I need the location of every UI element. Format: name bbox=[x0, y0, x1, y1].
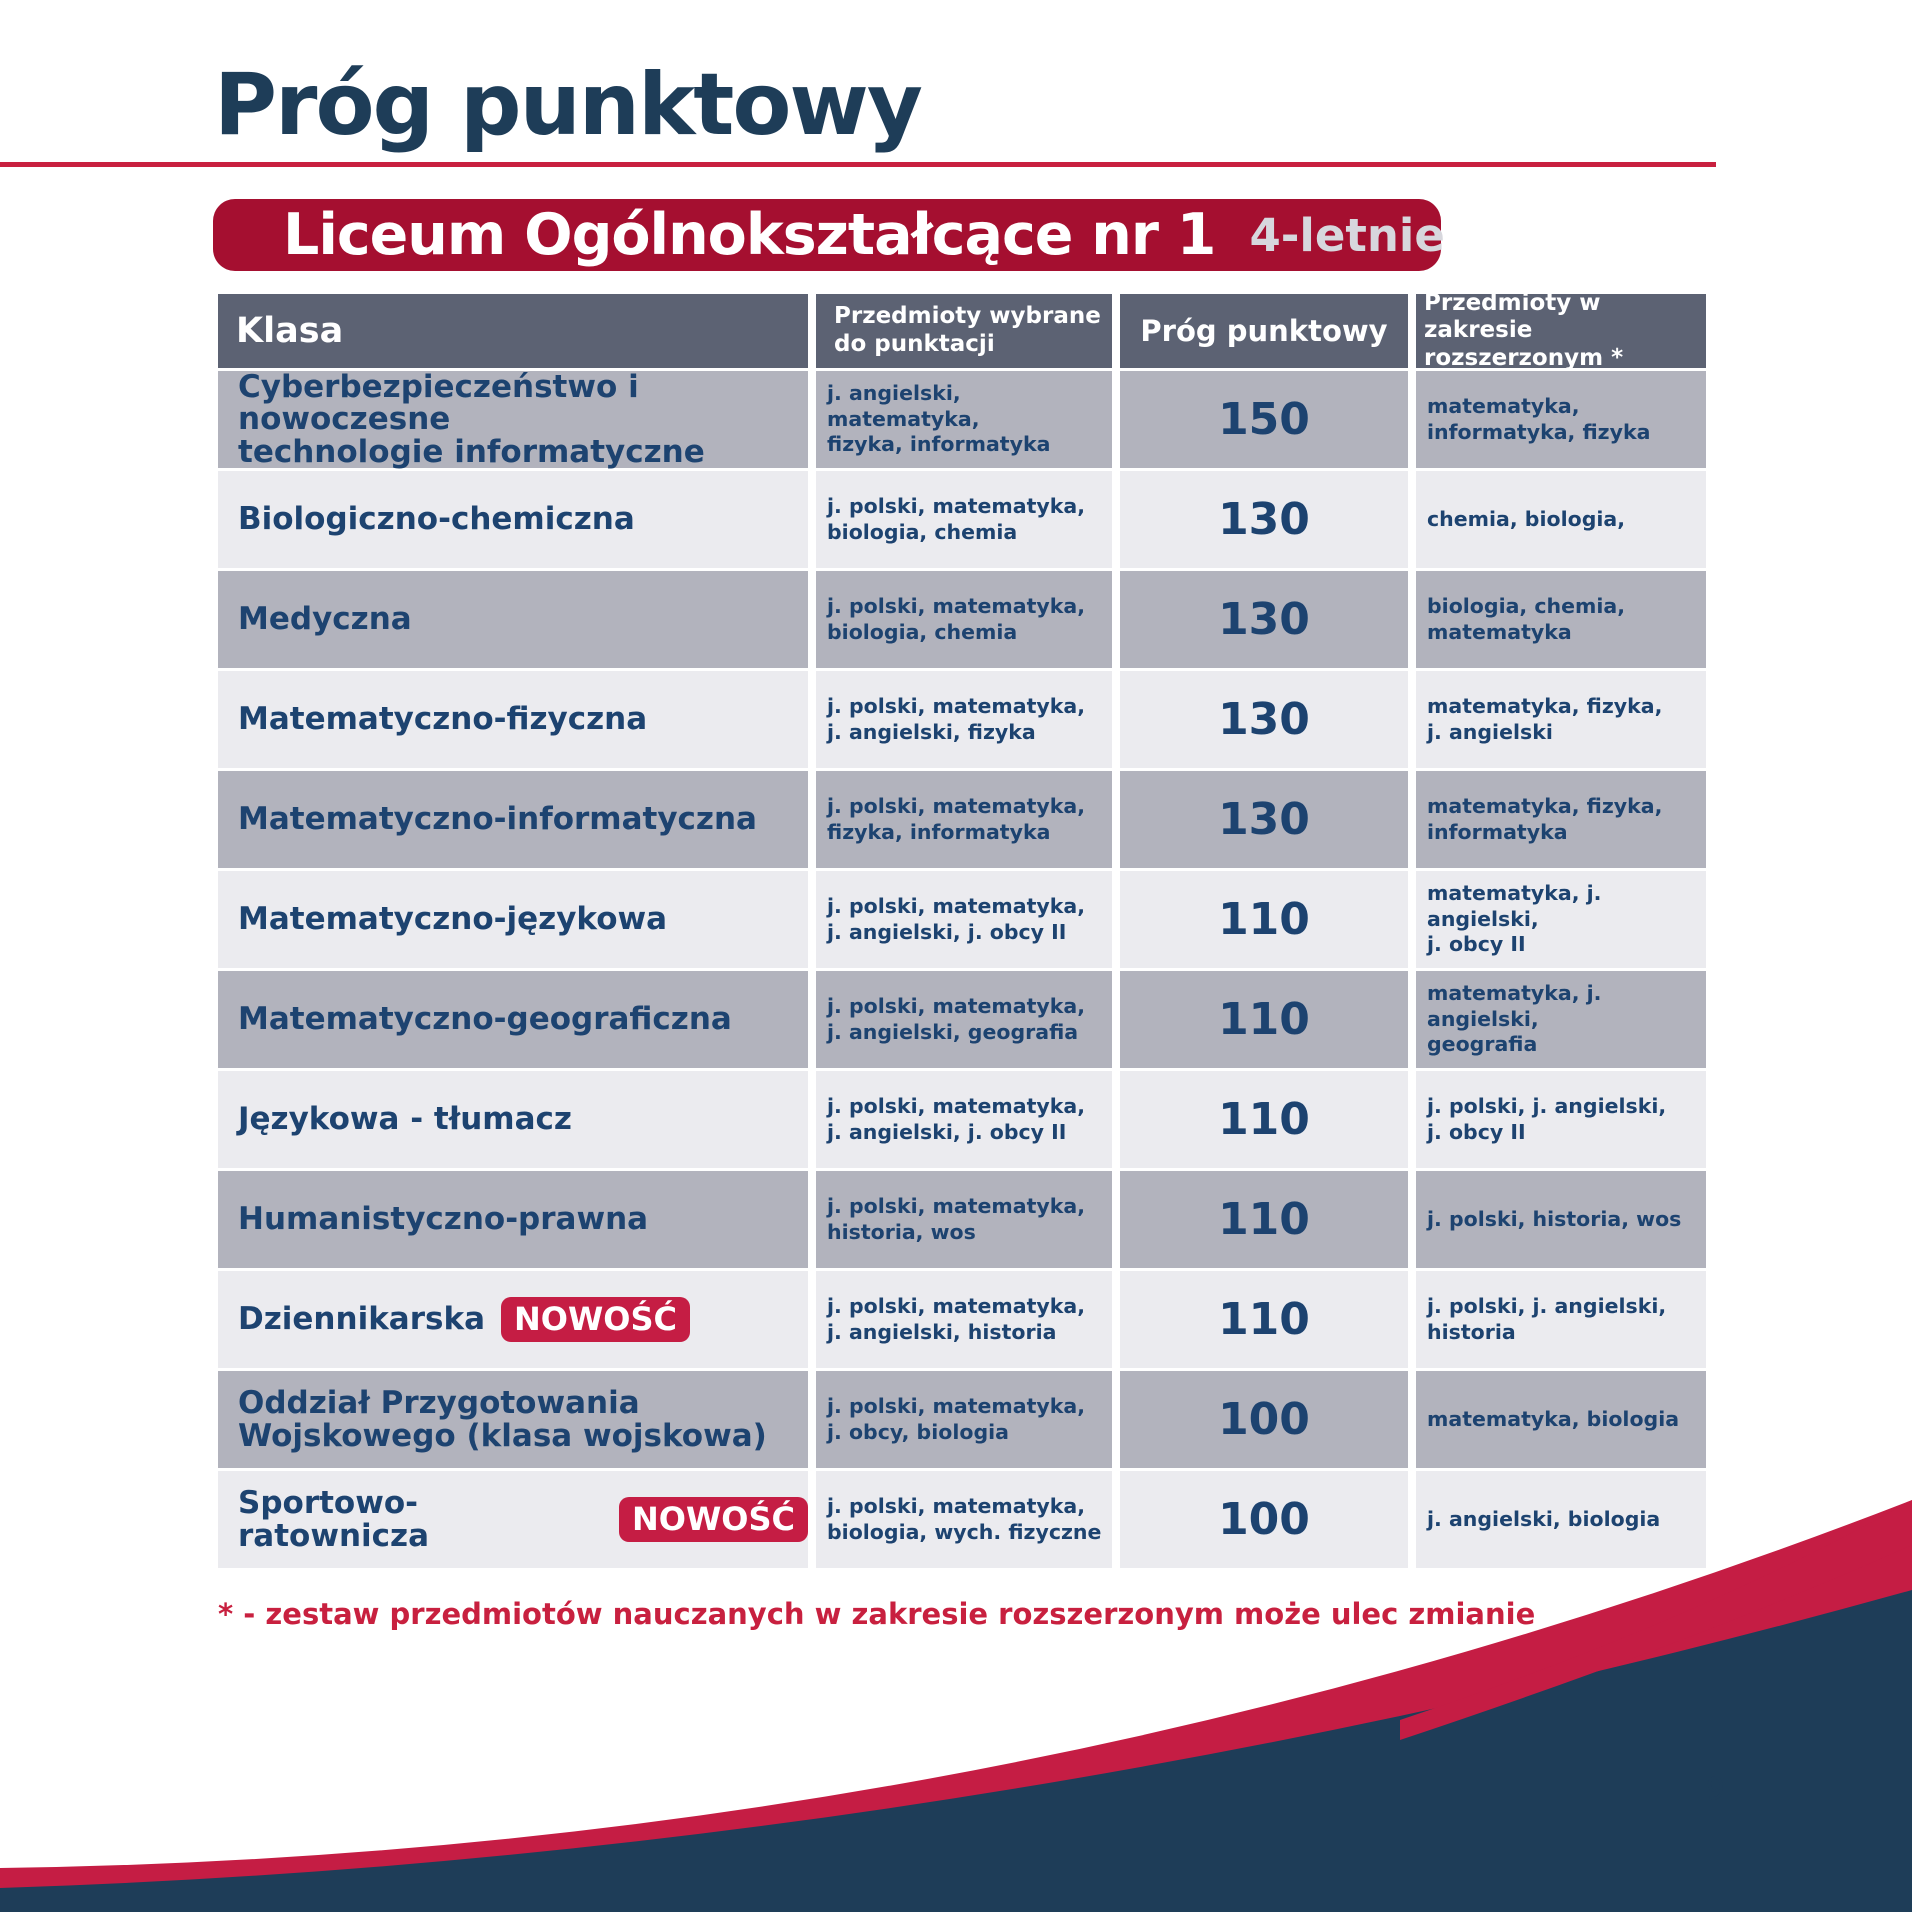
extended-subjects-cell: matematyka, fizyka, informatyka bbox=[1416, 771, 1706, 868]
scored-subjects-cell: j. polski, matematyka, j. angielski, j. obcy II bbox=[816, 1071, 1112, 1168]
threshold-value: 110 bbox=[1120, 871, 1408, 968]
extended-subjects-cell: matematyka, biologia bbox=[1416, 1371, 1706, 1468]
extended-subjects-cell: chemia, biologia, bbox=[1416, 471, 1706, 568]
threshold-value: 130 bbox=[1120, 771, 1408, 868]
class-name-cell bbox=[218, 1071, 808, 1168]
class-name: Matematyczno-fizyczna bbox=[238, 701, 648, 738]
class-name-cell bbox=[218, 771, 808, 868]
header-rozszerzone: Przedmioty w zakresie rozszerzonym * bbox=[1416, 294, 1706, 368]
class-name: Oddział Przygotowania Wojskowego (klasa wojskowa) bbox=[238, 1384, 767, 1454]
extended-subjects-cell: j. polski, j. angielski, historia bbox=[1416, 1271, 1706, 1368]
class-name: Matematyczno-geograficzna bbox=[238, 1001, 732, 1038]
scored-subjects-cell: j. polski, matematyka, fizyka, informatyka bbox=[816, 771, 1112, 868]
scored-subjects-cell: j. polski, matematyka, historia, wos bbox=[816, 1171, 1112, 1268]
extended-subjects-cell: matematyka, fizyka, j. angielski bbox=[1416, 671, 1706, 768]
header-przedmioty: Przedmioty wybrane do punktacji bbox=[816, 294, 1112, 368]
threshold-value: 130 bbox=[1120, 571, 1408, 668]
extended-subjects-cell: j. angielski, biologia bbox=[1416, 1471, 1706, 1568]
class-name: Matematyczno-informatyczna bbox=[238, 801, 757, 838]
school-type: 4-letnie bbox=[1249, 208, 1445, 262]
class-name-cell bbox=[218, 1371, 808, 1468]
class-name-cell bbox=[218, 671, 808, 768]
scored-subjects-cell: j. polski, matematyka, j. angielski, historia bbox=[816, 1271, 1112, 1368]
class-name-cell bbox=[218, 471, 808, 568]
class-name-cell bbox=[218, 1171, 808, 1268]
header-prog: Próg punktowy bbox=[1120, 294, 1408, 368]
scored-subjects-cell: j. polski, matematyka, j. angielski, j. obcy II bbox=[816, 871, 1112, 968]
scored-subjects-cell: j. polski, matematyka, j. obcy, biologia bbox=[816, 1371, 1112, 1468]
threshold-value: 130 bbox=[1120, 471, 1408, 568]
class-name: Humanistyczno-prawna bbox=[238, 1201, 649, 1238]
scored-subjects-cell: j. polski, matematyka, j. angielski, fizyka bbox=[816, 671, 1112, 768]
extended-subjects-cell: j. polski, j. angielski, j. obcy II bbox=[1416, 1071, 1706, 1168]
scored-subjects-cell: j. polski, matematyka, biologia, wych. fizyczne bbox=[816, 1471, 1112, 1568]
class-name-cell bbox=[218, 368, 808, 470]
new-badge: NOWOŚĆ bbox=[501, 1297, 690, 1343]
extended-subjects-cell: matematyka, informatyka, fizyka bbox=[1416, 371, 1706, 468]
class-name: Sportowo-ratownicza bbox=[238, 1484, 429, 1554]
class-name-cell bbox=[218, 1271, 808, 1368]
page-number: 9 bbox=[1706, 1772, 1726, 1807]
extended-subjects-cell: matematyka, j. angielski, geografia bbox=[1416, 971, 1706, 1068]
class-name: Matematyczno-językowa bbox=[238, 901, 668, 938]
extended-subjects-cell: biologia, chemia, matematyka bbox=[1416, 571, 1706, 668]
class-name: Językowa - tłumacz bbox=[238, 1101, 572, 1138]
threshold-value: 110 bbox=[1120, 1271, 1408, 1368]
header-klasa: Klasa bbox=[218, 294, 808, 368]
threshold-table bbox=[218, 289, 1706, 1571]
class-name-cell bbox=[218, 871, 808, 968]
class-name-cell bbox=[218, 1471, 808, 1568]
extended-subjects-cell: j. polski, historia, wos bbox=[1416, 1171, 1706, 1268]
class-name: Dziennikarska bbox=[238, 1301, 486, 1338]
threshold-value: 100 bbox=[1120, 1471, 1408, 1568]
footnote: * - zestaw przedmiotów nauczanych w zakresie rozszerzonym może ulec zmianie bbox=[218, 1597, 1536, 1631]
threshold-value: 130 bbox=[1120, 671, 1408, 768]
class-name: Biologiczno-chemiczna bbox=[238, 501, 635, 538]
class-name-cell bbox=[218, 571, 808, 668]
scored-subjects-cell: j. polski, matematyka, j. angielski, geografia bbox=[816, 971, 1112, 1068]
scored-subjects-cell: j. polski, matematyka, biologia, chemia bbox=[816, 571, 1112, 668]
school-name: Liceum Ogólnokształcące nr 1 bbox=[283, 202, 1216, 268]
new-badge: NOWOŚĆ bbox=[619, 1497, 808, 1543]
title-divider bbox=[0, 162, 1716, 167]
threshold-value: 100 bbox=[1120, 1371, 1408, 1468]
threshold-value: 110 bbox=[1120, 971, 1408, 1068]
extended-subjects-cell: matematyka, j. angielski, j. obcy II bbox=[1416, 871, 1706, 968]
class-name: Medyczna bbox=[238, 601, 412, 638]
threshold-value: 110 bbox=[1120, 1071, 1408, 1168]
class-name: Cyberbezpieczeństwo i nowoczesne technologie informatyczne bbox=[238, 368, 705, 470]
scored-subjects-cell: j. polski, matematyka, biologia, chemia bbox=[816, 471, 1112, 568]
threshold-value: 110 bbox=[1120, 1171, 1408, 1268]
scored-subjects-cell: j. angielski, matematyka, fizyka, informatyka bbox=[816, 371, 1112, 468]
class-name-cell bbox=[218, 971, 808, 1068]
school-banner bbox=[213, 199, 1445, 271]
threshold-value: 150 bbox=[1120, 371, 1408, 468]
page-title: Próg punktowy bbox=[214, 55, 921, 155]
